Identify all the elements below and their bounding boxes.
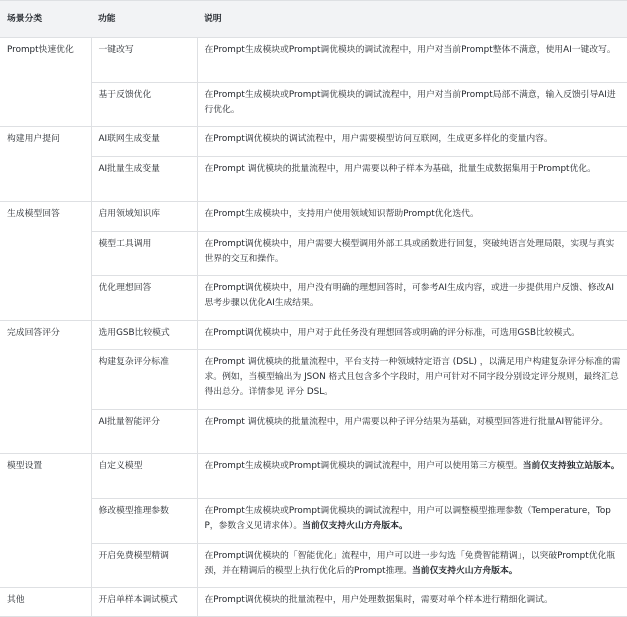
table-row	[0, 321, 627, 350]
description-cell: 在Prompt调优模块中，用户需要大模型调用外部工具或函数进行回复，突破纯语言处理局限，实现与真实世界的交互和操作。	[197, 232, 627, 276]
category-cell: Prompt快速优化	[0, 38, 91, 127]
category-cell: 构建用户提问	[0, 127, 91, 202]
description-cell: 在Prompt调优模块的批量流程中，用户处理数据集时，需要对单个样本进行精细化调试。	[197, 588, 627, 617]
feature-cell: AI联网生成变量	[91, 127, 197, 157]
feature-cell: 优化理想回答	[91, 276, 197, 321]
table-row	[0, 83, 627, 127]
description-cell: 在Prompt生成模块或Prompt调优模块的调试流程中，用户对当前Prompt局部不满意，输入反馈引导AI进行优化。	[197, 83, 627, 127]
category-cell: 完成回答评分	[0, 321, 91, 454]
feature-cell: 修改模型推理参数	[91, 499, 197, 544]
table-row	[0, 38, 627, 83]
table-row	[0, 350, 627, 410]
description-cell: 在Prompt 调优模块的批量流程中，平台支持一种领域特定语言 (DSL) ，以满足用户构建复杂评分标准的需求。例如，当模型输出为 JSON 格式且包含多个字段时，用户可针对不同字段分别设定评分规则，最终汇总得出总分。详情参见 评分 DSL。	[197, 350, 627, 410]
feature-cell: AI批量智能评分	[91, 410, 197, 454]
description-cell: 在Prompt调优模块的「智能优化」流程中，用户可以进一步勾选「免费智能精调」，以突破Prompt优化瓶颈，并在精调后的模型上执行优化后的Prompt推理。当前仅支持火山方舟版本。	[197, 544, 627, 588]
header-description: 说明	[197, 1, 627, 38]
table-row	[0, 588, 627, 617]
feature-cell: 构建复杂评分标准	[91, 350, 197, 410]
description-cell: 在Prompt调优模块的调试流程中，用户需要模型访问互联网，生成更多样化的变量内容。	[197, 127, 627, 157]
table-row	[0, 276, 627, 321]
table-row	[0, 410, 627, 454]
feature-cell: AI批量生成变量	[91, 157, 197, 202]
description-cell: 在Prompt调优模块中，用户对于此任务没有理想回答或明确的评分标准，可选用GSB比较模式。	[197, 321, 627, 350]
feature-cell: 自定义模型	[91, 454, 197, 499]
description-cell: 在Prompt 调优模块的批量流程中，用户需要以种子样本为基础，批量生成数据集用于Prompt优化。	[197, 157, 627, 202]
table-row	[0, 157, 627, 202]
feature-cell: 基于反馈优化	[91, 83, 197, 127]
description-cell: 在Prompt调优模块中，用户没有明确的理想回答时，可参考AI生成内容，或进一步提供用户反馈、修改AI思考步骤以优化AI生成结果。	[197, 276, 627, 321]
description-cell: 在Prompt生成模块中，支持用户使用领域知识帮助Prompt优化迭代。	[197, 202, 627, 232]
feature-cell: 模型工具调用	[91, 232, 197, 276]
header-feature: 功能	[91, 1, 197, 38]
feature-cell: 开启免费模型精调	[91, 544, 197, 588]
table-row	[0, 232, 627, 276]
feature-cell: 一键改写	[91, 38, 197, 83]
feature-cell: 启用领域知识库	[91, 202, 197, 232]
description-cell: 在Prompt生成模块或Prompt调优模块的调试流程中，用户对当前Prompt整体不满意，使用AI一键改写。	[197, 38, 627, 83]
table-row	[0, 202, 627, 232]
table-row	[0, 499, 627, 544]
category-cell: 生成模型回答	[0, 202, 91, 321]
feature-cell: 开启单样本调试模式	[91, 588, 197, 617]
category-cell: 模型设置	[0, 454, 91, 588]
category-cell: 其他	[0, 588, 91, 617]
description-cell: 在Prompt生成模块或Prompt调优模块的调试流程中，用户可以使用第三方模型。当前仅支持独立站版本。	[197, 454, 627, 499]
table-header-row	[0, 1, 627, 38]
description-cell: 在Prompt生成模块或Prompt调优模块的调试流程中，用户可以调整模型推理参数（Temperature，Top P，参数含义见请求体）。当前仅支持火山方舟版本。	[197, 499, 627, 544]
header-category: 场景分类	[0, 1, 91, 38]
feature-cell: 选用GSB比较模式	[91, 321, 197, 350]
description-cell: 在Prompt 调优模块的批量流程中，用户需要以种子评分结果为基础，对模型回答进行批量AI智能评分。	[197, 410, 627, 454]
table-row	[0, 544, 627, 588]
table-row	[0, 127, 627, 157]
table-row	[0, 454, 627, 499]
